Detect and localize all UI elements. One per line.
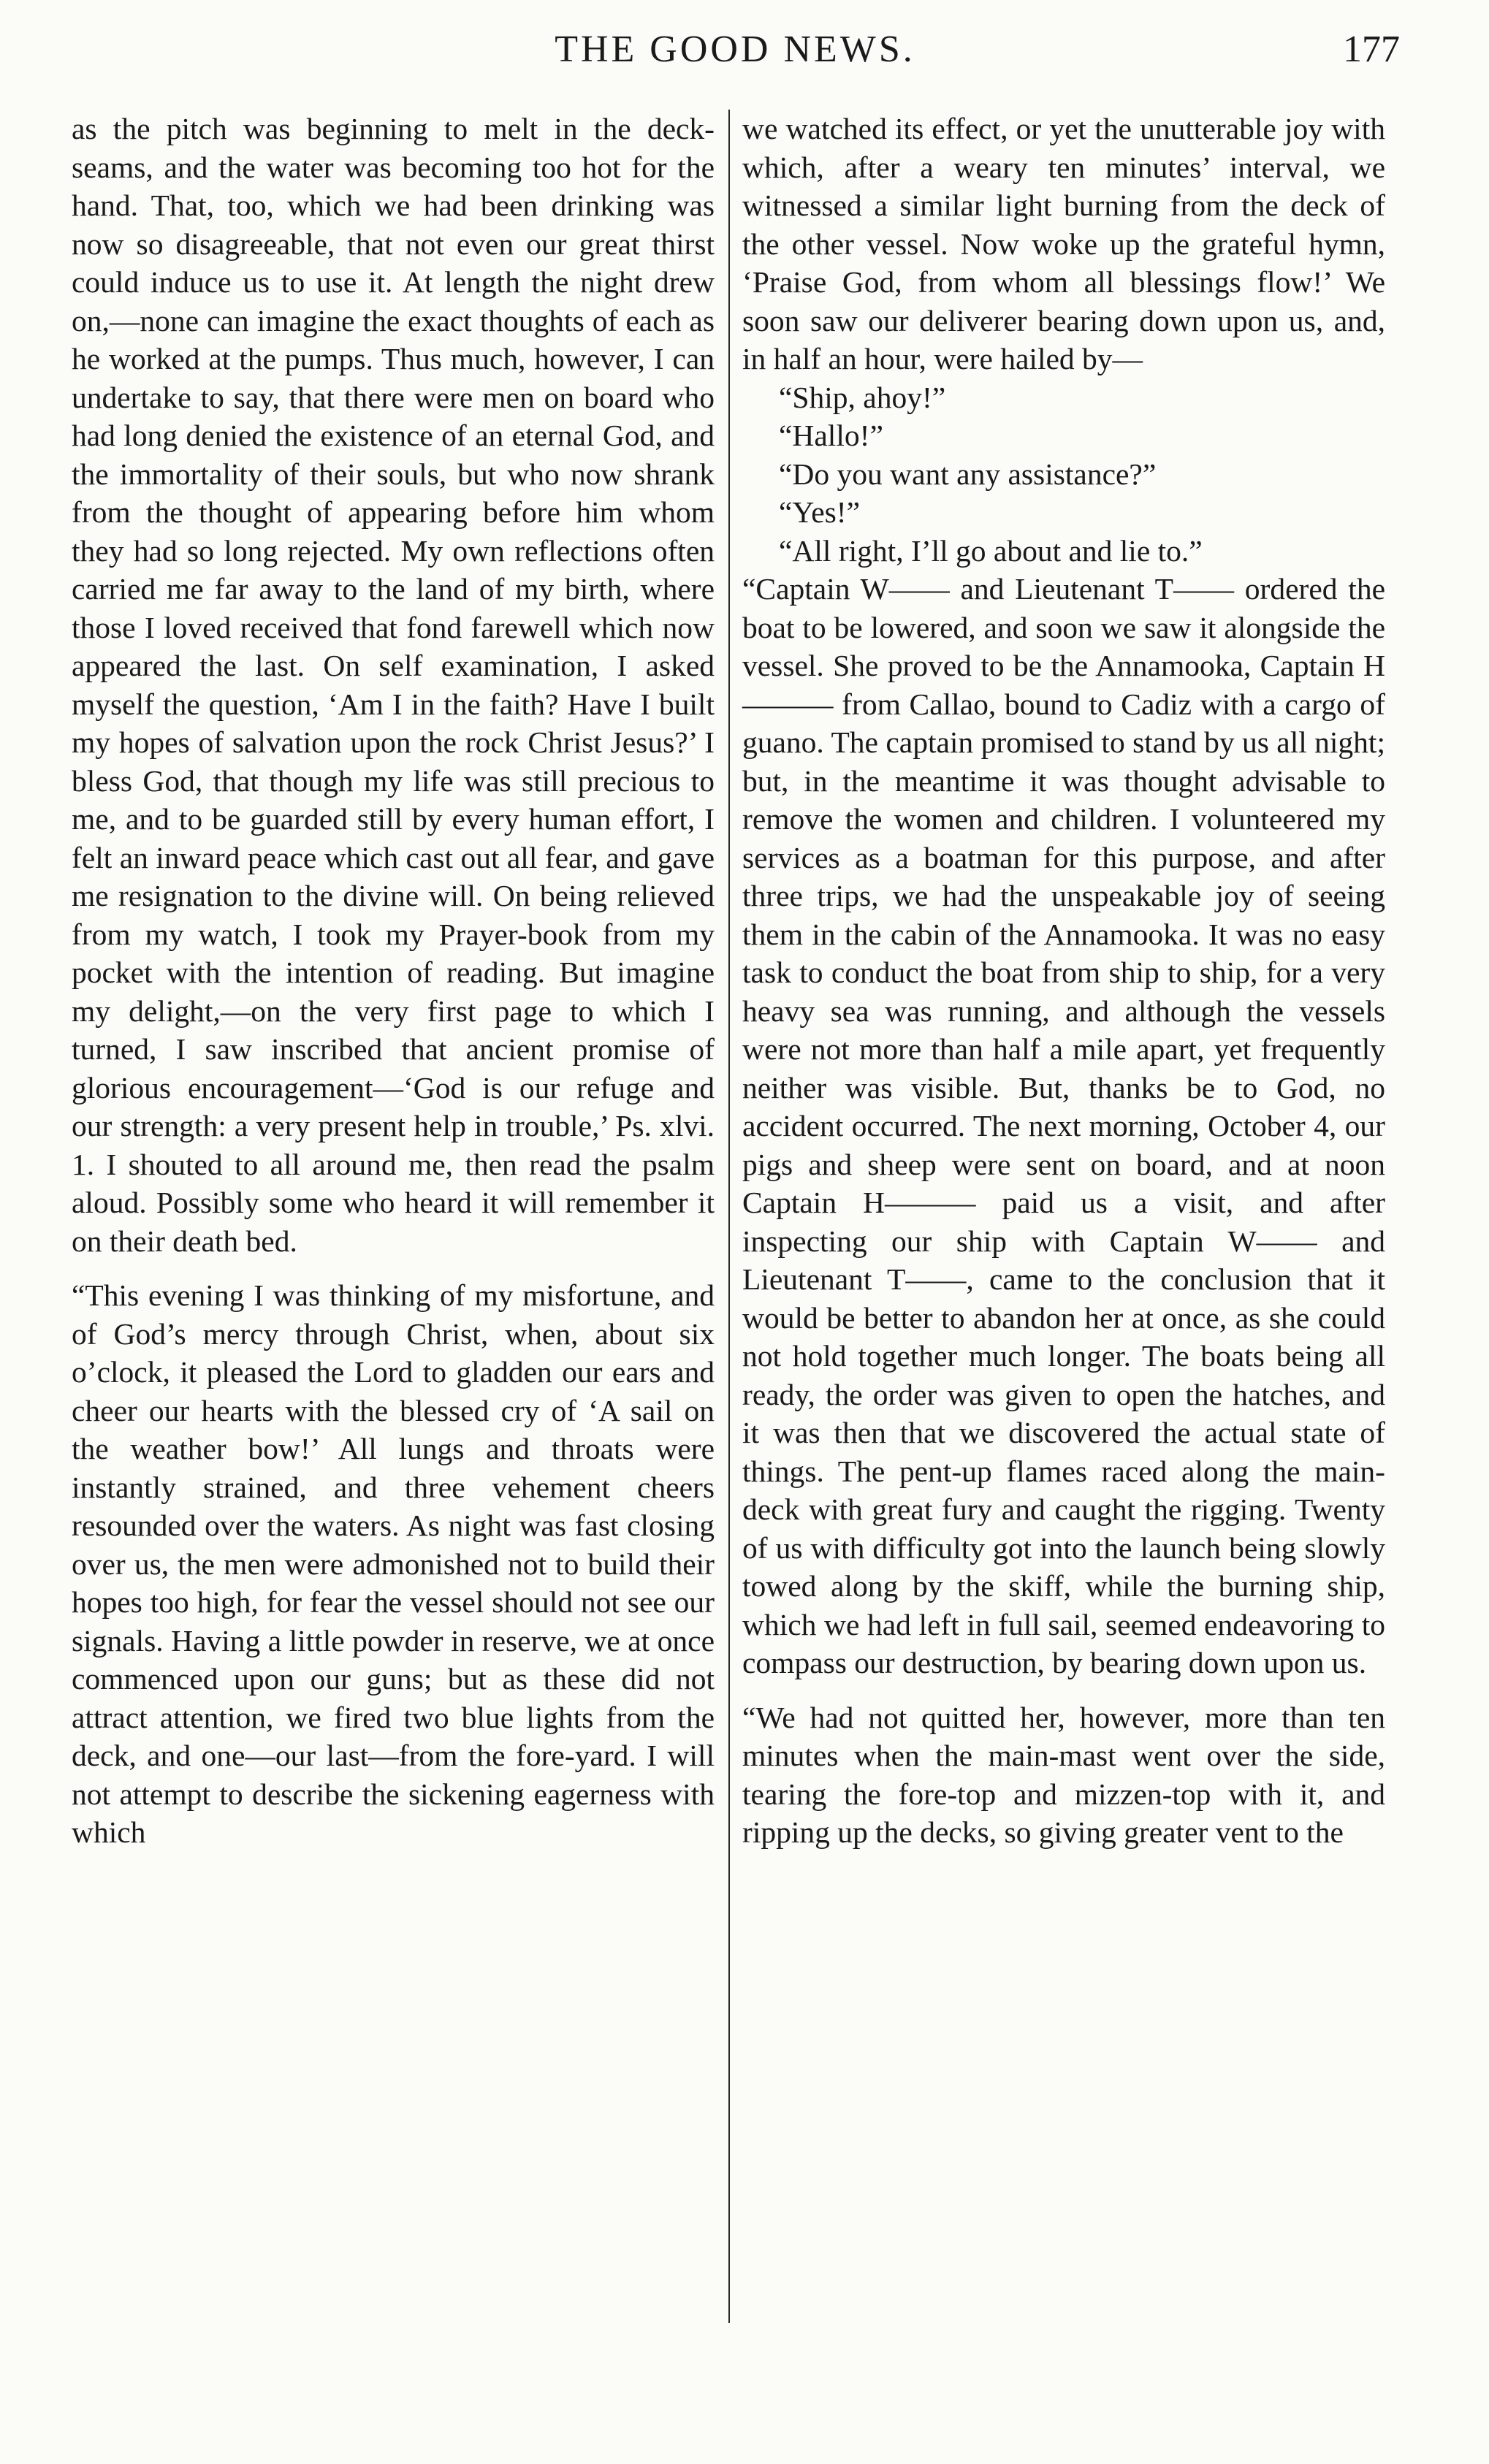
right-paragraph-1: we watched its effect, or yet the unutterable joy with which, after a weary ten minutes’ interval, we witnessed a similar light burning from the deck of the other vessel. Now woke up the grateful hymn, ‘Praise God, from whom all blessings flow!’ We soon saw our deliverer bearing down upon us, and, in half an hour, were hailed by— xyxy=(742,112,1385,375)
dialogue-line-2: “Hallo!” xyxy=(779,419,883,452)
dialogue-line-4: “Yes!” xyxy=(779,495,861,529)
column-divider xyxy=(728,110,730,2323)
dialogue-line-5: “All right, I’ll go about and lie to.” xyxy=(779,533,1203,568)
dialogue-line-3: “Do you want any assistance?” xyxy=(779,457,1157,491)
running-title: THE GOOD NEWS. xyxy=(555,28,915,70)
left-paragraph-1: as the pitch was beginning to melt in the deck-seams, and the water was becoming too hot for the hand. That, too, which we had been drinking was now so disagreeable, that not even our great thirst could induce us to use it. At length the night drew on,—none can imagine the exact thoughts of each as he worked at the pumps. Thus much, however, I can undertake to say, that there were men on board who had long denied the existence of an eternal God, and the immortality of their souls, but who now shrank from the thought of appearing before him whom they had so long rejected. My own reflections often carried me far away to the land of my birth, where those I loved received that fond farewell which now appeared the last. On self examination, I asked myself the question, ‘Am I in the faith? Have I built my hopes of salvation upon the rock Christ Jesus?’ I bless God, that though my life was still precious to me, and to be guarded still by every human effort, I felt an inward peace which cast out all fear, and gave me resignation to the divine will. On being relieved from my watch, I took my Prayer-book from my pocket with the intention of reading. But imagine my delight,—on the very first page to which I turned, I saw inscribed that ancient promise of glorious encouragement—‘God is our refuge and our strength: a very present help in trouble,’ Ps. xlvi. 1. I shouted to all around me, then read the psalm aloud. Possibly some who heard it will remember it on their death bed. xyxy=(72,112,715,1258)
right-column xyxy=(742,110,1385,1852)
dialogue-line-1: “Ship, ahoy!” xyxy=(779,380,946,414)
left-column xyxy=(72,110,715,1852)
article-columns xyxy=(72,110,1401,2374)
page-number: 177 xyxy=(1343,28,1400,70)
right-paragraph-3: “We had not quitted her, however, more than ten minutes when the main-mast went over the side, tearing the fore-top and mizzen-top with it, and ripping up the decks, so giving greater vent to the xyxy=(742,1700,1385,1849)
page-header xyxy=(70,28,1400,79)
left-paragraph-2: “This evening I was thinking of my misfortune, and of God’s mercy through Christ, when, about six o’clock, it pleased the Lord to gladden our ears and cheer our hearts with the blessed cry of ‘A sail on the weather bow!’ All lungs and throats were instantly strained, and three vehement cheers resounded over the waters. As night was fast closing over us, the men were admonished not to build their hopes too high, for fear the vessel should not see our signals. Having a little powder in reserve, we at once commenced upon our guns; but as these did not attract attention, we fired two blue lights from the deck, and one—our last—from the fore-yard. I will not attempt to describe the sickening eagerness with which xyxy=(72,1278,715,1849)
right-paragraph-2: “Captain W—— and Lieutenant T—— ordered the boat to be lowered, and soon we saw it alongside the vessel. She proved to be the Annamooka, Captain H——— from Callao, bound to Cadiz with a cargo of guano. The captain promised to stand by us all night; but, in the meantime it was thought advisable to remove the women and children. I volunteered my services as a boatman for this purpose, and after three trips, we had the unspeakable joy of seeing them in the cabin of the Annamooka. It was no easy task to conduct the boat from ship to ship, for a very heavy sea was running, and although the vessels were not more than half a mile apart, yet frequently neither was visible. But, thanks be to God, no accident occurred. The next morning, October 4, our pigs and sheep were sent on board, and at noon Captain H——— paid us a visit, and after inspecting our ship with Captain W—— and Lieutenant T——, came to the conclusion that it would be better to abandon her at once, as she could not hold together much longer. The boats being all ready, the order was given to open the hatches, and it was then that we discovered the actual state of things. The pent-up flames raced along the main-deck with great fury and caught the rigging. Twenty of us with difficulty got into the launch being slowly towed along by the skiff, while the burning ship, which we had left in full sail, seemed endeavoring to compass our destruction, by bearing down upon us. xyxy=(742,572,1385,1679)
